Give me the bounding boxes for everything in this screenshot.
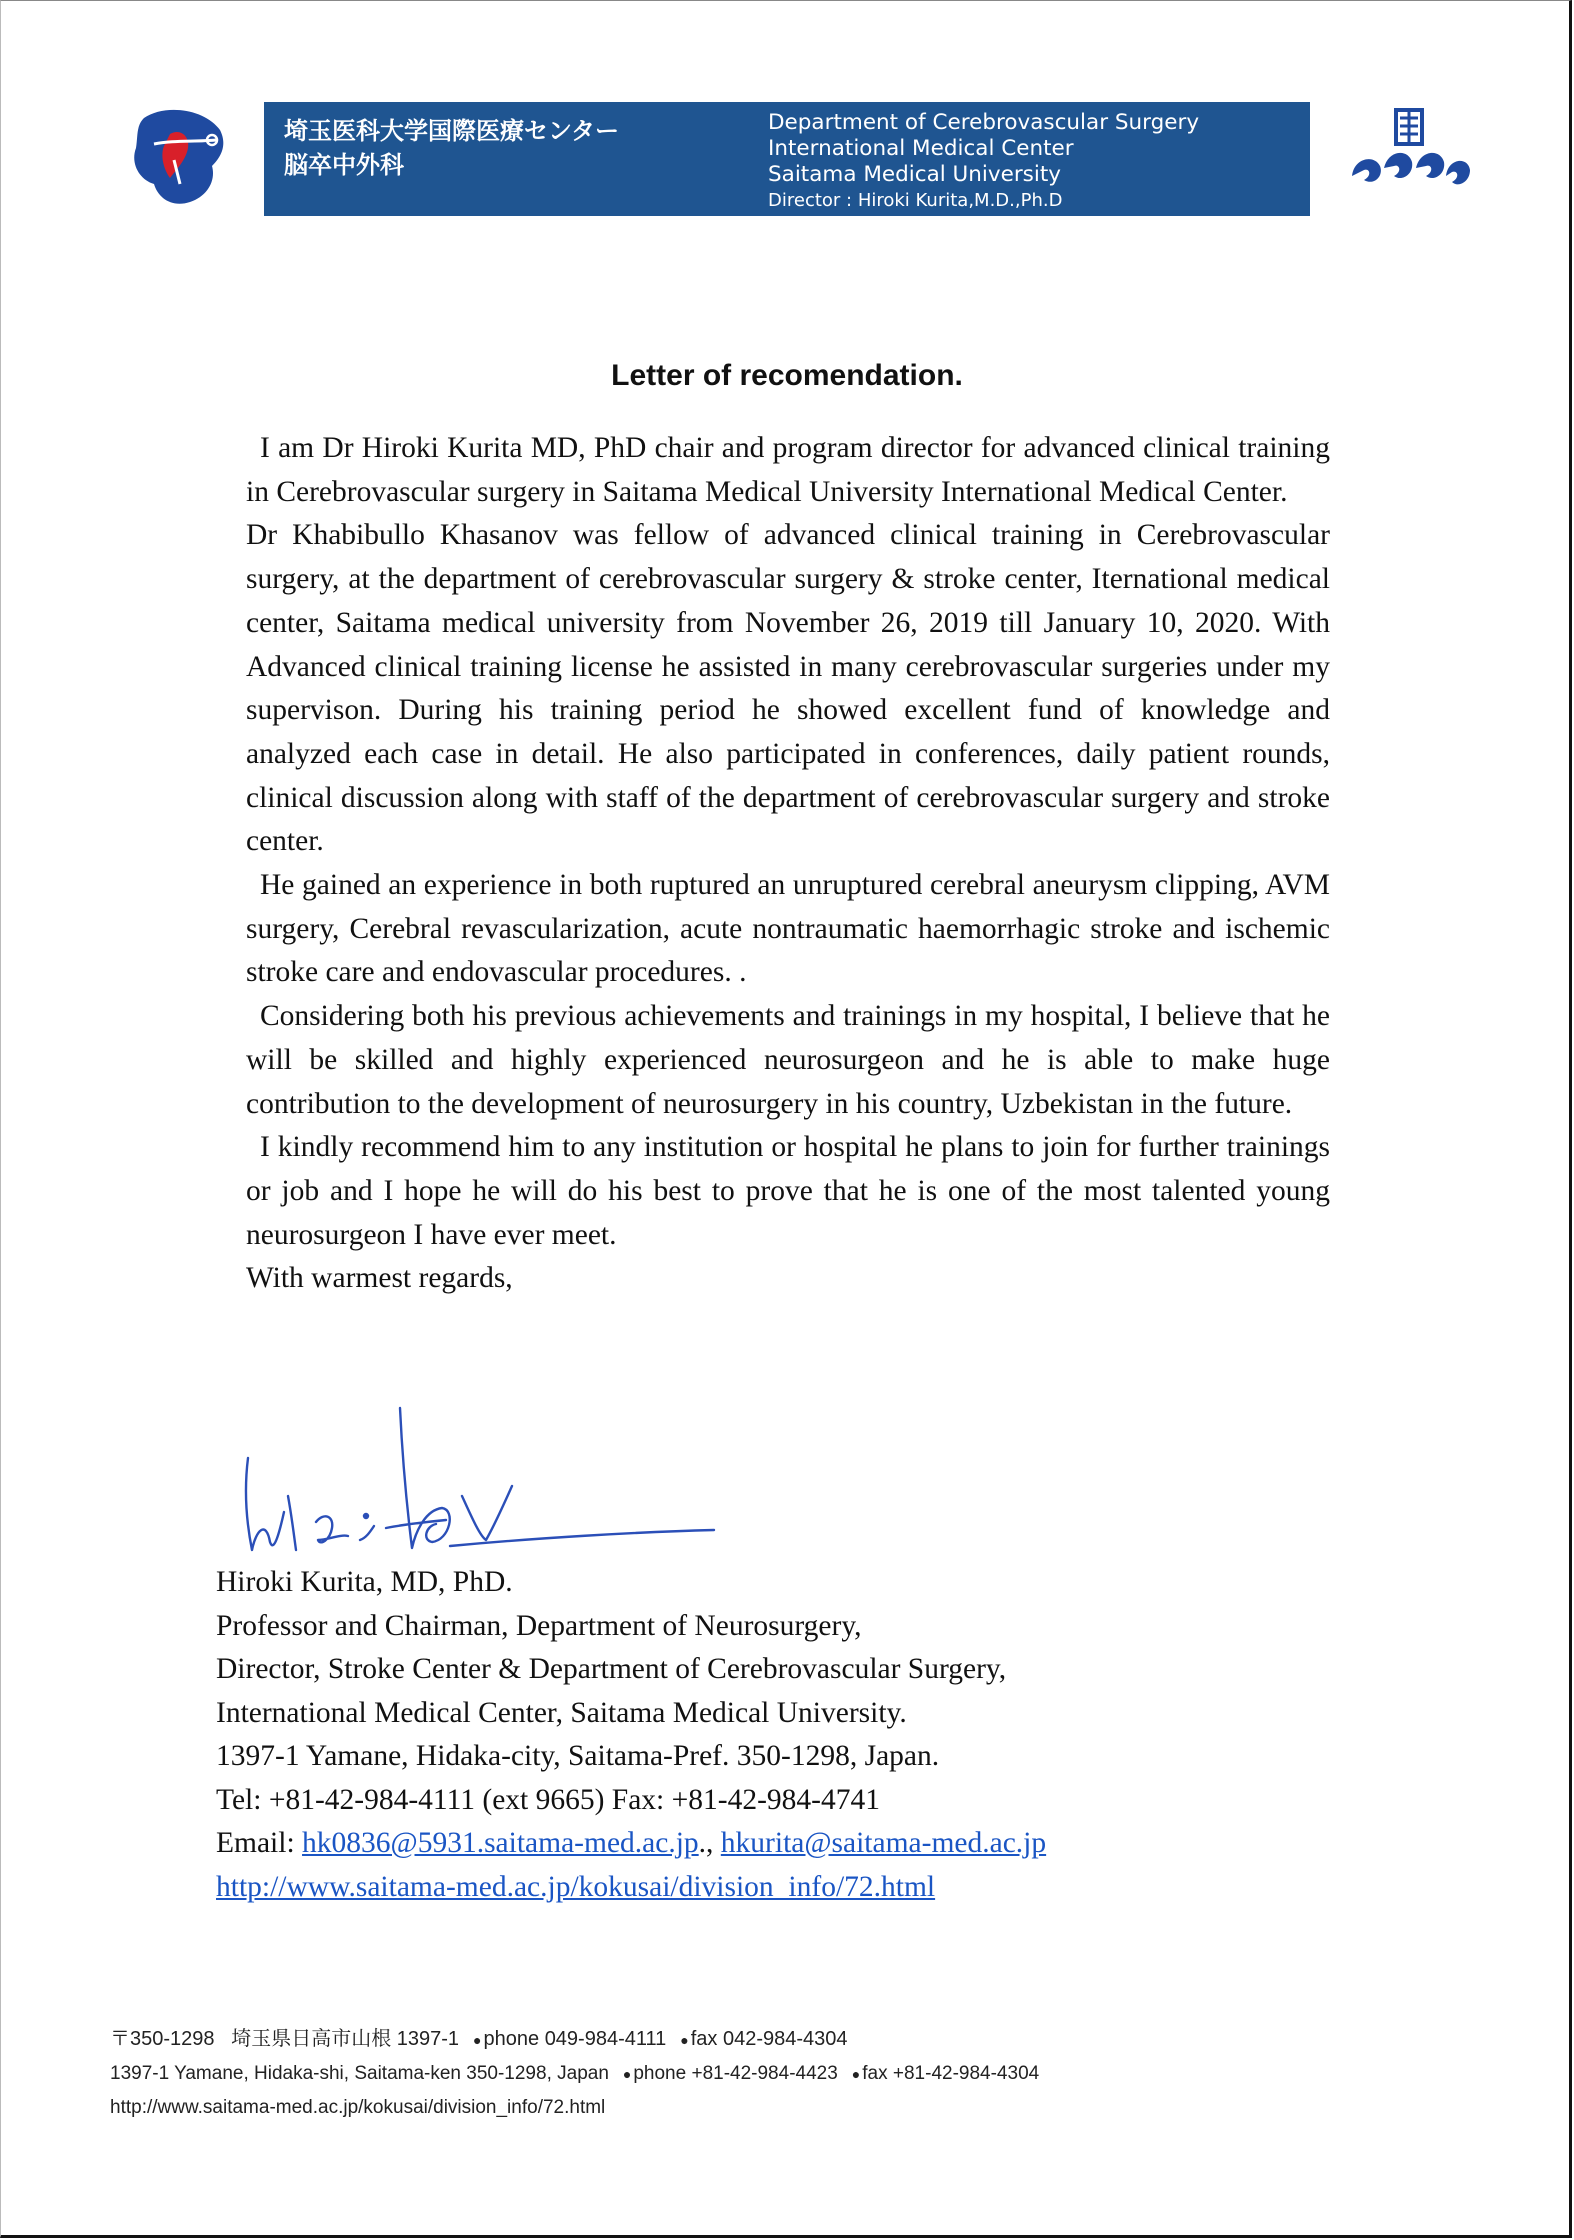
paragraph-fellowship: Dr Khabibullo Khasanov was fellow of advanced clinical training in Cerebrovascular surgery, at the department of cerebrovascular surgery & stroke center, Iternational medical center, Saitama medical university from November 26, 2019 till January 10, 2020. With Advanced clinical training license he assisted in many cerebrovascular surgeries under my supervison. During his training period he showed excellent fund of knowledge and analyzed each case in detail. He also participated in conferences, daily patient rounds, clinical discussion along with staff of the department of cerebrovascular surgery and stroke center. [246,519,1330,858]
bullet-icon: ● [680,2032,689,2048]
email-label: Email: [216,1827,303,1859]
department-logo-icon [124,100,234,210]
bullet-icon: ● [851,2066,861,2082]
footer-url: http://www.saitama-med.ac.jp/kokusai/division_info/72.html [110,2097,606,2118]
banner-jp-line1: 埼玉医科大学国際医療センター [284,117,620,145]
banner-japanese-title [284,114,744,182]
website-link[interactable]: http://www.saitama-med.ac.jp/kokusai/division_info/72.html [216,1870,936,1903]
paragraph-recommendation: I kindly recommend him to any institution or hospital he plans to join for further trainings or job and I hope he will do his best to prove that he is one of the most talented young neurosurgeon I have ever meet. [246,1131,1330,1251]
footer-english-line [110,2057,1310,2091]
bullet-icon: ● [473,2032,482,2048]
letter-body [246,427,1330,1301]
university-emblem-icon [1344,106,1474,206]
banner-director: Director : Hiroki Kurita,M.D.,Ph.D [768,190,1063,211]
paragraph-experience: He gained an experience in both ruptured an unruptured cerebral aneurysm clipping, AVM surgery, Cerebral revascularization, acute nontraumatic haemorrhagic stroke and ischemic stroke care and endovascular procedures. . [246,869,1330,989]
letter-title: Letter of recomendation. [611,359,963,392]
signatory-tel-fax: Tel: +81-42-984-4111 (ext 9665) Fax: +81-42-984-4741 [216,1783,880,1816]
banner-en-line1: Department of Cerebrovascular Surgery [768,110,1200,135]
email-separator: ., [698,1827,721,1859]
signature-block [216,1561,1316,1909]
signatory-title-1: Professor and Chairman, Department of Neurosurgery, [216,1609,862,1642]
signatory-title-2: Director, Stroke Center & Department of Cerebrovascular Surgery, [216,1653,1007,1685]
header-banner [264,102,1310,216]
page-footer [110,2022,1310,2125]
footer-en-fax: fax +81-42-984-4304 [862,2063,1040,2084]
banner-en-line3: Saitama Medical University [768,162,1062,187]
signatory-institution: International Medical Center, Saitama Medical University. [216,1696,907,1729]
email-link-1[interactable]: hk0836@5931.saitama-med.ac.jp [302,1827,699,1859]
paragraph-assessment: Considering both his previous achievements and trainings in my hospital, I believe that he will be skilled and highly experienced neurosurgeon and he is able to make huge contribution to the development of neurosurgery in his country, Uzbekistan in the future. [246,1000,1330,1120]
signatory-email-line [216,1822,1316,1866]
banner-jp-line2: 脳卒中外科 [284,151,404,179]
footer-en-address: 1397-1 Yamane, Hidaka-shi, Saitama-ken 350-1298, Japan [110,2063,609,2084]
email-link-2[interactable]: hkurita@saitama-med.ac.jp [720,1827,1047,1859]
footer-jp-fax: fax 042-984-4304 [690,2028,848,2050]
footer-japanese-line [110,2022,1310,2057]
signatory-name: Hiroki Kurita, MD, PhD. [216,1566,513,1598]
footer-jp-address: 埼玉県日高市山根 1397-1 [231,2028,460,2050]
footer-en-phone: phone +81-42-984-4423 [633,2063,838,2084]
bullet-icon: ● [622,2066,632,2082]
footer-jp-phone: phone 049-984-4111 [483,2028,667,2050]
paragraph-introduction: I am Dr Hiroki Kurita MD, PhD chair and program director for advanced clinical training in Cerebrovascular surgery in Saitama Medical University International Medical Center. [246,432,1330,508]
signatory-address: 1397-1 Yamane, Hidaka-city, Saitama-Pref. 350-1298, Japan. [216,1740,940,1772]
banner-en-line2: International Medical Center [768,136,1074,161]
closing-salutation: With warmest regards, [246,1262,513,1295]
banner-english-title [768,110,1308,214]
handwritten-signature [236,1400,716,1580]
footer-postal-code: 〒350-1298 [110,2028,215,2050]
